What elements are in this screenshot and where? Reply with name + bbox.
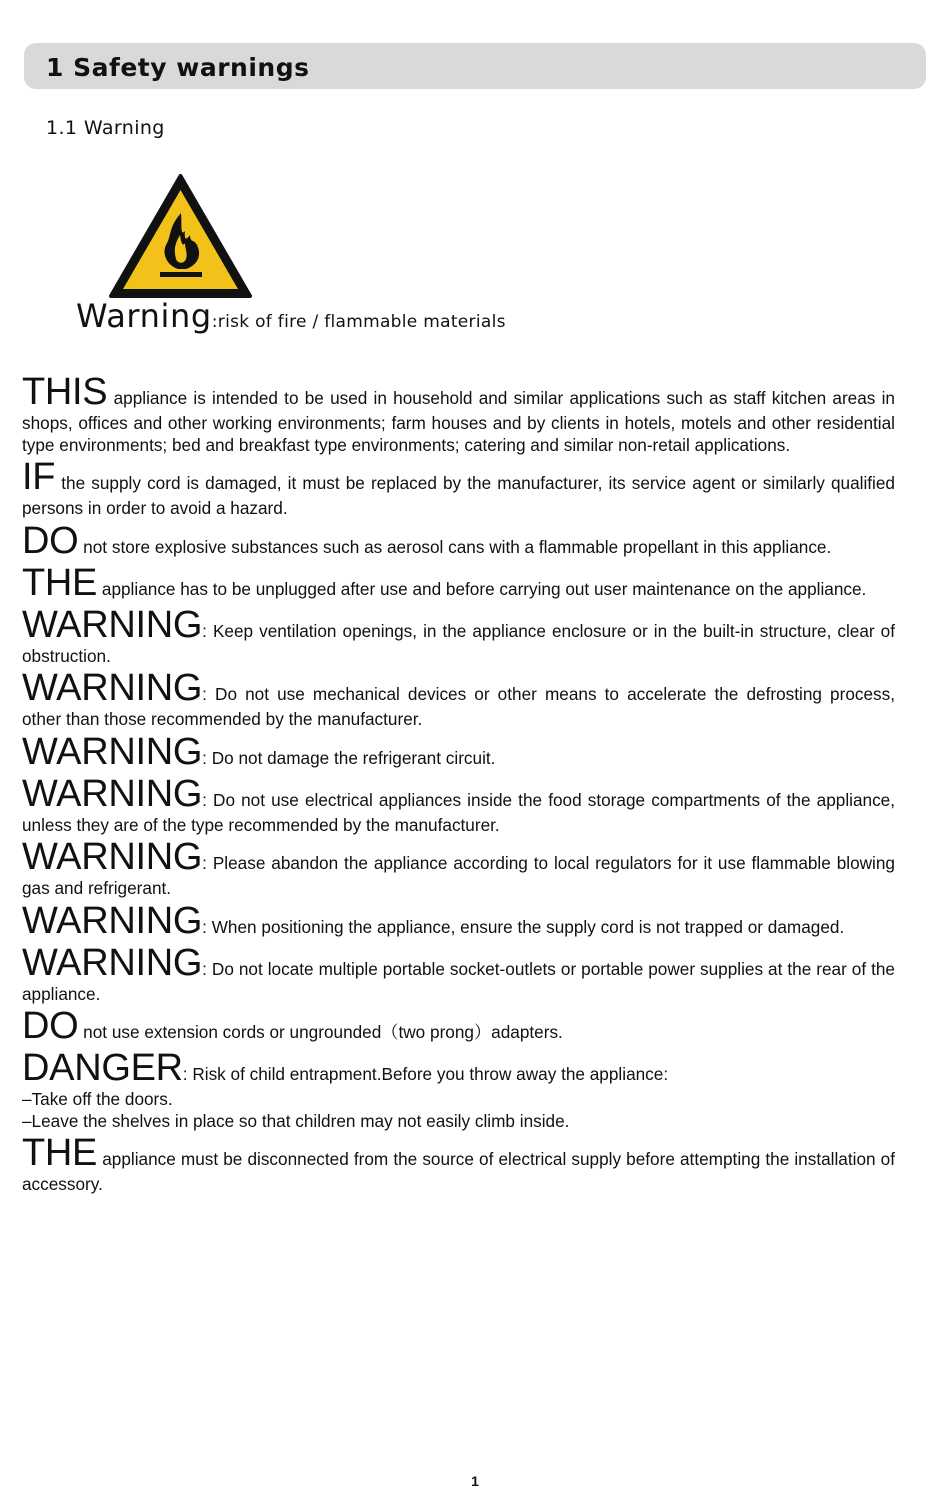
warning-lead: DANGER bbox=[22, 1047, 183, 1089]
warning-item bbox=[22, 900, 895, 942]
warning-lead: DO bbox=[22, 519, 79, 562]
warning-item bbox=[22, 773, 895, 837]
warning-lead: IF bbox=[22, 456, 56, 498]
flammable-materials-warning-icon bbox=[108, 173, 253, 300]
page-number: 1 bbox=[471, 1473, 479, 1489]
warning-lead: WARNING bbox=[22, 836, 203, 878]
warning-item bbox=[22, 520, 895, 562]
warning-text: : Do not use mechanical devices or other means to accelerate the defrosting process, other than those recommended by the manufacturer. bbox=[22, 684, 895, 729]
danger-sub-item: –Leave the shelves in place so that children may not easily climb inside. bbox=[22, 1110, 570, 1131]
warning-lead: DO bbox=[22, 1005, 79, 1047]
warning-item bbox=[22, 371, 895, 456]
section-title: 1 Safety warnings bbox=[46, 53, 310, 82]
warning-text: not use extension cords or ungrounded（two prong）adapters. bbox=[78, 1022, 563, 1042]
hazard-caption bbox=[76, 297, 506, 335]
warning-lead: WARNING bbox=[22, 730, 203, 773]
warning-text: appliance has to be unplugged after use and before carrying out user maintenance on the appliance. bbox=[97, 578, 867, 599]
warning-lead: THIS bbox=[22, 371, 108, 413]
subsection-title: 1.1 Warning bbox=[46, 117, 165, 139]
warning-item bbox=[22, 1005, 895, 1047]
danger-sub-item: –Take off the doors. bbox=[22, 1089, 173, 1109]
warning-lead: WARNING bbox=[22, 899, 203, 942]
warning-text: appliance is intended to be used in household and similar applications such as staff kitchen areas in shops, offices and other working environments; farm houses and by clients in hotels, motels and other residential type environments; bed and breakfast type environments; catering and similar non-retail applications. bbox=[22, 388, 895, 455]
warning-text: : Risk of child entrapment.Before you throw away the appliance: bbox=[182, 1064, 669, 1084]
warning-text: : Do not use electrical appliances inside the food storage compartments of the appliance, unless they are of the type recommended by the manufacturer. bbox=[22, 789, 895, 835]
hazard-caption-text: :risk of fire / flammable materials bbox=[211, 312, 506, 332]
warning-text: : Please abandon the appliance according to local regulators for it use flammable blowing gas and refrigerant. bbox=[22, 853, 895, 898]
warning-item bbox=[22, 836, 895, 900]
warning-lead: WARNING bbox=[22, 772, 203, 815]
warning-item bbox=[22, 456, 895, 520]
warning-text: : Do not locate multiple portable socket-outlets or portable power supplies at the rear of the appliance. bbox=[22, 958, 895, 1004]
warning-text: appliance must be disconnected from the source of electrical supply before attempting the installation of accessory. bbox=[22, 1149, 895, 1194]
warning-item bbox=[22, 604, 895, 668]
warning-lead: THE bbox=[22, 1132, 98, 1174]
warning-item bbox=[22, 942, 895, 1006]
warning-item bbox=[22, 1047, 895, 1089]
warnings-list bbox=[22, 371, 895, 1196]
warning-item bbox=[22, 731, 895, 773]
warning-item bbox=[22, 1132, 895, 1196]
warning-item bbox=[22, 667, 895, 731]
warning-lead: WARNING bbox=[22, 603, 203, 646]
warning-text: : When positioning the appliance, ensure the supply cord is not trapped or damaged. bbox=[202, 916, 845, 937]
section-header bbox=[24, 43, 926, 89]
warning-lead: WARNING bbox=[22, 941, 203, 984]
warning-lead: WARNING bbox=[22, 667, 203, 709]
warning-text: : Do not damage the refrigerant circuit. bbox=[202, 747, 496, 768]
warning-text: the supply cord is damaged, it must be replaced by the manufacturer, its service agent or similarly qualified persons in order to avoid a hazard. bbox=[22, 473, 895, 518]
warning-lead: THE bbox=[22, 561, 98, 604]
warning-text: : Keep ventilation openings, in the appliance enclosure or in the built-in structure, clear of obstruction. bbox=[22, 620, 895, 666]
warning-text: not store explosive substances such as aerosol cans with a flammable propellant in this appliance. bbox=[78, 536, 832, 557]
warning-item bbox=[22, 562, 895, 604]
hazard-caption-lead: Warning bbox=[76, 297, 212, 335]
